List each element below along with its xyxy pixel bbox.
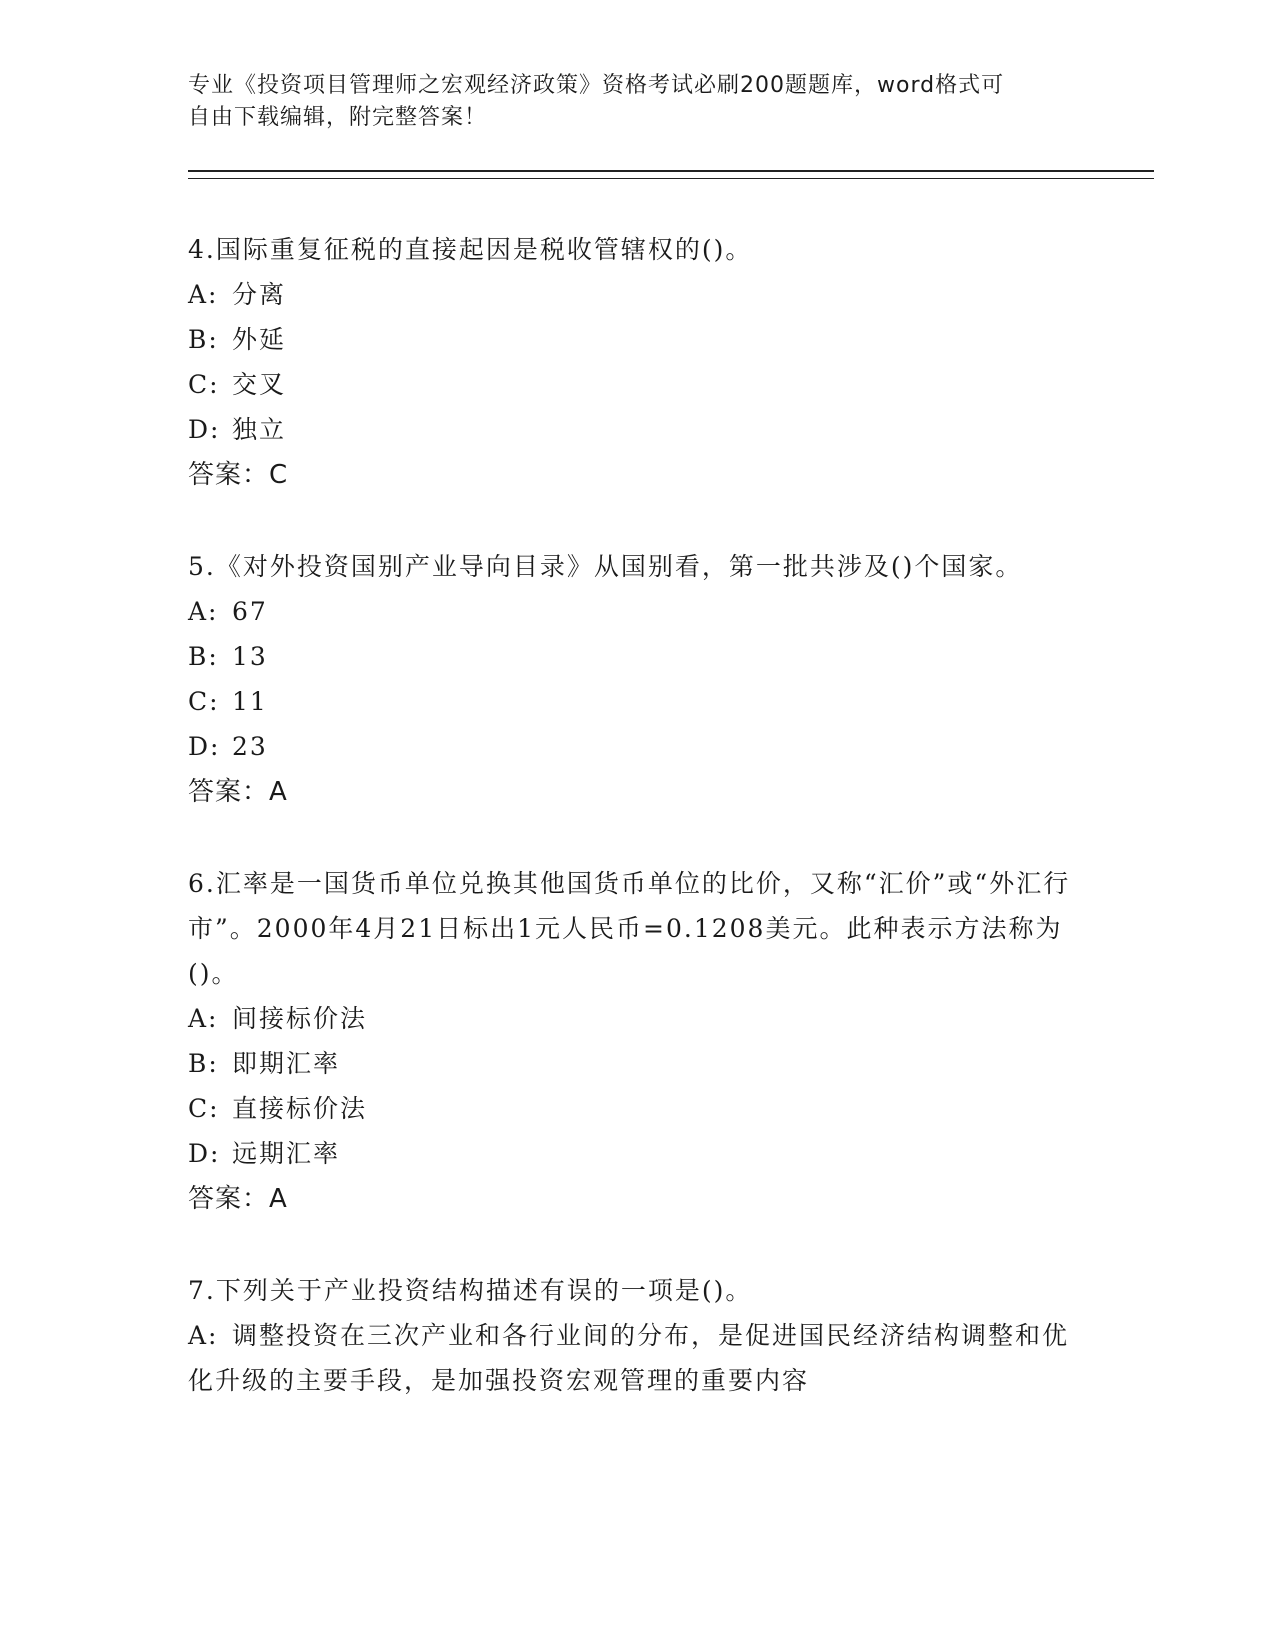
option-d — [188, 407, 1088, 452]
option-text: 独立 — [232, 415, 287, 444]
option-key: B: — [188, 642, 219, 671]
question-7 — [188, 1268, 1148, 1403]
option-text: 67 — [232, 597, 268, 626]
question-stem: 4.国际重复征税的直接起因是税收管辖权的()。 — [188, 235, 753, 264]
option-c — [188, 362, 1088, 407]
option-text: 11 — [232, 687, 268, 716]
option-text: 13 — [232, 642, 268, 671]
option-text: 调整投资在三次产业和各行业间的分布，是促进国民经济结构调整和优化升级的主要手段，是加强投资宏观管理的重要内容 — [188, 1321, 1070, 1395]
option-text: 外延 — [232, 325, 287, 354]
question-stem: 7.下列关于产业投资结构描述有误的一项是()。 — [188, 1276, 753, 1305]
option-key: D: — [188, 415, 221, 444]
option-a — [188, 996, 1088, 1041]
option-key: D: — [188, 1139, 221, 1168]
question-list — [188, 227, 1148, 1403]
document-page — [188, 70, 1148, 1449]
question-6 — [188, 861, 1148, 1222]
option-d — [188, 724, 1088, 769]
option-text: 即期汇率 — [232, 1049, 341, 1078]
option-key: B: — [188, 1049, 219, 1078]
option-key: B: — [188, 325, 219, 354]
option-key: A: — [188, 597, 219, 626]
option-key: A: — [188, 1004, 219, 1033]
option-text: 远期汇率 — [232, 1139, 341, 1168]
option-b — [188, 634, 1088, 679]
header-divider — [188, 170, 1154, 179]
option-b — [188, 317, 1088, 362]
option-text: 交叉 — [232, 370, 287, 399]
option-text: 直接标价法 — [232, 1094, 368, 1123]
option-text: 间接标价法 — [232, 1004, 368, 1033]
option-c — [188, 679, 1088, 724]
option-text: 分离 — [232, 280, 287, 309]
option-key: D: — [188, 732, 221, 761]
option-a — [188, 1313, 1088, 1403]
option-key: C: — [188, 1094, 220, 1123]
answer-line: 答案：A — [188, 1184, 288, 1214]
answer-line: 答案：A — [188, 777, 288, 807]
option-key: A: — [188, 1321, 219, 1350]
option-text: 23 — [232, 732, 268, 761]
option-b — [188, 1041, 1088, 1086]
question-stem: 5.《对外投资国别产业导向目录》从国别看，第一批共涉及()个国家。 — [188, 552, 1023, 581]
option-c — [188, 1086, 1088, 1131]
option-a — [188, 589, 1088, 634]
document-header — [188, 70, 1068, 134]
header-line-1: 专业《投资项目管理师之宏观经济政策》资格考试必刷200题题库，word格式可 — [188, 73, 1005, 98]
answer-line: 答案：C — [188, 460, 289, 490]
option-a — [188, 272, 1088, 317]
question-5 — [188, 544, 1148, 815]
question-4 — [188, 227, 1148, 498]
option-key: A: — [188, 280, 219, 309]
question-stem: 6.汇率是一国货币单位兑换其他国货币单位的比价，又称“汇价”或“外汇行市”。2000年4月21日标出1元人民币=0.1208美元。此种表示方法称为()。 — [188, 869, 1071, 988]
option-key: C: — [188, 370, 220, 399]
option-d — [188, 1131, 1088, 1176]
header-line-2: 自由下载编辑，附完整答案！ — [188, 105, 488, 130]
option-key: C: — [188, 687, 220, 716]
